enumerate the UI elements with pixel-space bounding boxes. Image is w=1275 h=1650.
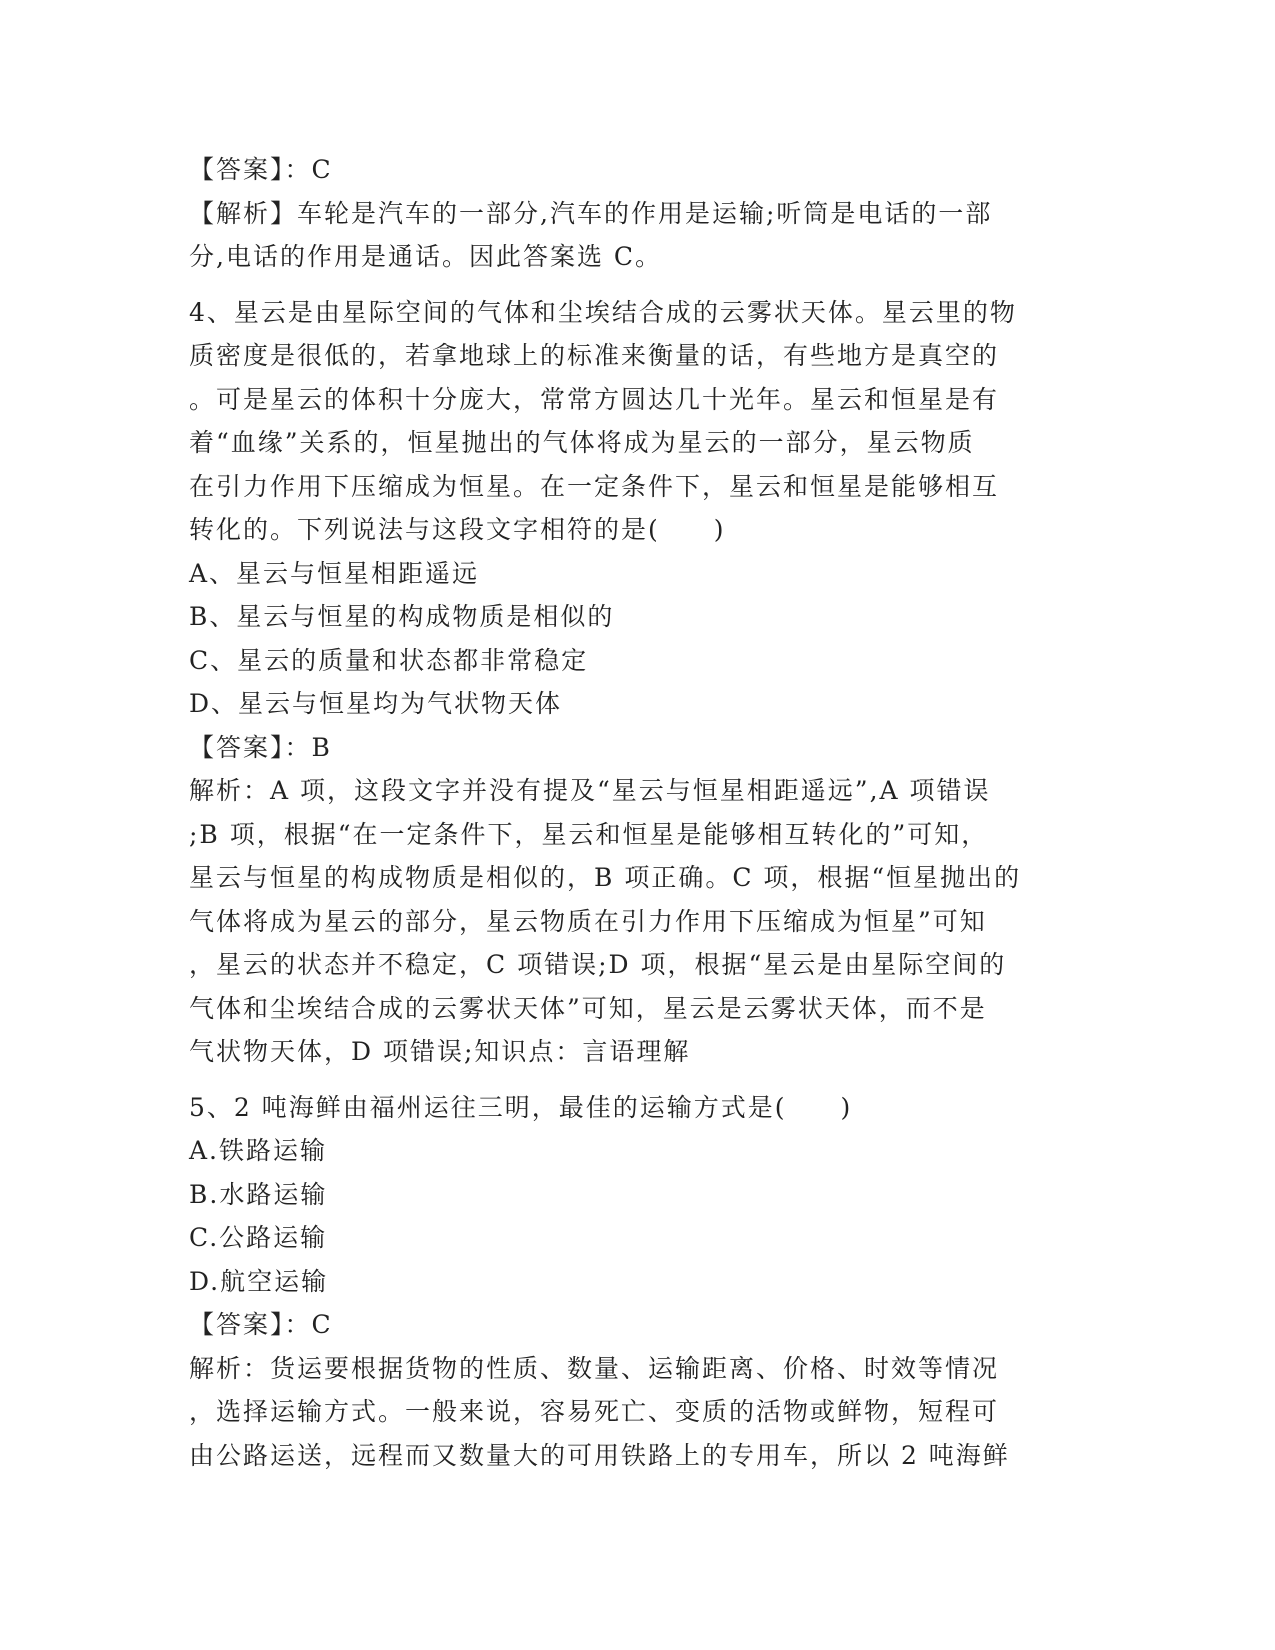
analysis-line: ;B 项，根据“在一定条件下，星云和恒星是能够相互转化的”可知， (189, 819, 989, 849)
question-stem-line: 4、星云是由星际空间的气体和尘埃结合成的云雾状天体。星云里的物 (189, 297, 1017, 327)
question-stem-line: 着“血缘”关系的，恒星抛出的气体将成为星云的一部分，星云物质 (189, 428, 975, 457)
answer-line: 【答案】：C (189, 155, 333, 184)
analysis-line: ，星云的状态并不稳定，C 项错误;D 项，根据“星云是由星际空间的 (189, 950, 1007, 979)
analysis-line: 气体和尘埃结合成的云雾状天体”可知，星云是云雾状天体，而不是 (189, 993, 987, 1023)
question-4 (189, 291, 1079, 1074)
analysis-line: 【解析】车轮是汽车的一部分,汽车的作用是运输;听筒是电话的一部 (189, 198, 993, 228)
analysis-line: 由公路运送，远程而又数量大的可用铁路上的专用车，所以 2 吨海鲜 (189, 1440, 1010, 1470)
analysis-line: 气状物天体，D 项错误;知识点：言语理解 (189, 1037, 691, 1066)
option-a: A、星云与恒星相距遥远 (189, 558, 480, 588)
option-d: D.航空运输 (189, 1266, 329, 1296)
analysis-line: 星云与恒星的构成物质是相似的，B 项正确。C 项，根据“恒星抛出的 (189, 863, 1022, 892)
option-d: D、星云与恒星均为气状物天体 (189, 689, 563, 718)
question-stem-line: 。可是星云的体积十分庞大，常常方圆达几十光年。星云和恒星是有 (189, 384, 1000, 414)
option-a: A.铁路运输 (189, 1136, 328, 1165)
answer-line: 【答案】：C (189, 1310, 333, 1339)
question-3-answer-block (189, 148, 1079, 279)
answer-line: 【答案】：B (189, 732, 332, 762)
question-5 (189, 1086, 1079, 1478)
option-c: C.公路运输 (189, 1223, 328, 1252)
option-b: B.水路运输 (189, 1179, 328, 1209)
question-stem-line: 转化的。下列说法与这段文字相符的是( ) (189, 515, 726, 544)
analysis-line: 解析：A 项，这段文字并没有提及“星云与恒星相距遥远”,A 项错误 (189, 776, 991, 805)
question-stem-line: 在引力作用下压缩成为恒星。在一定条件下，星云和恒星是能够相互 (189, 471, 1000, 501)
option-b: B、星云与恒星的构成物质是相似的 (189, 602, 615, 631)
option-c: C、星云的质量和状态都非常稳定 (189, 645, 589, 675)
analysis-line: ，选择运输方式。一般来说，容易死亡、变质的活物或鲜物，短程可 (189, 1397, 1000, 1426)
page-content (189, 148, 1079, 1477)
question-stem-line: 5、2 吨海鲜由福州运往三明，最佳的运输方式是( ) (189, 1092, 853, 1122)
question-stem-line: 质密度是很低的，若拿地球上的标准来衡量的话，有些地方是真空的 (189, 341, 1000, 370)
analysis-line: 解析：货运要根据货物的性质、数量、运输距离、价格、时效等情况 (189, 1353, 1000, 1383)
analysis-line: 气体将成为星云的部分，星云物质在引力作用下压缩成为恒星”可知 (189, 906, 987, 936)
analysis-line: 分,电话的作用是通话。因此答案选 C。 (189, 242, 663, 271)
